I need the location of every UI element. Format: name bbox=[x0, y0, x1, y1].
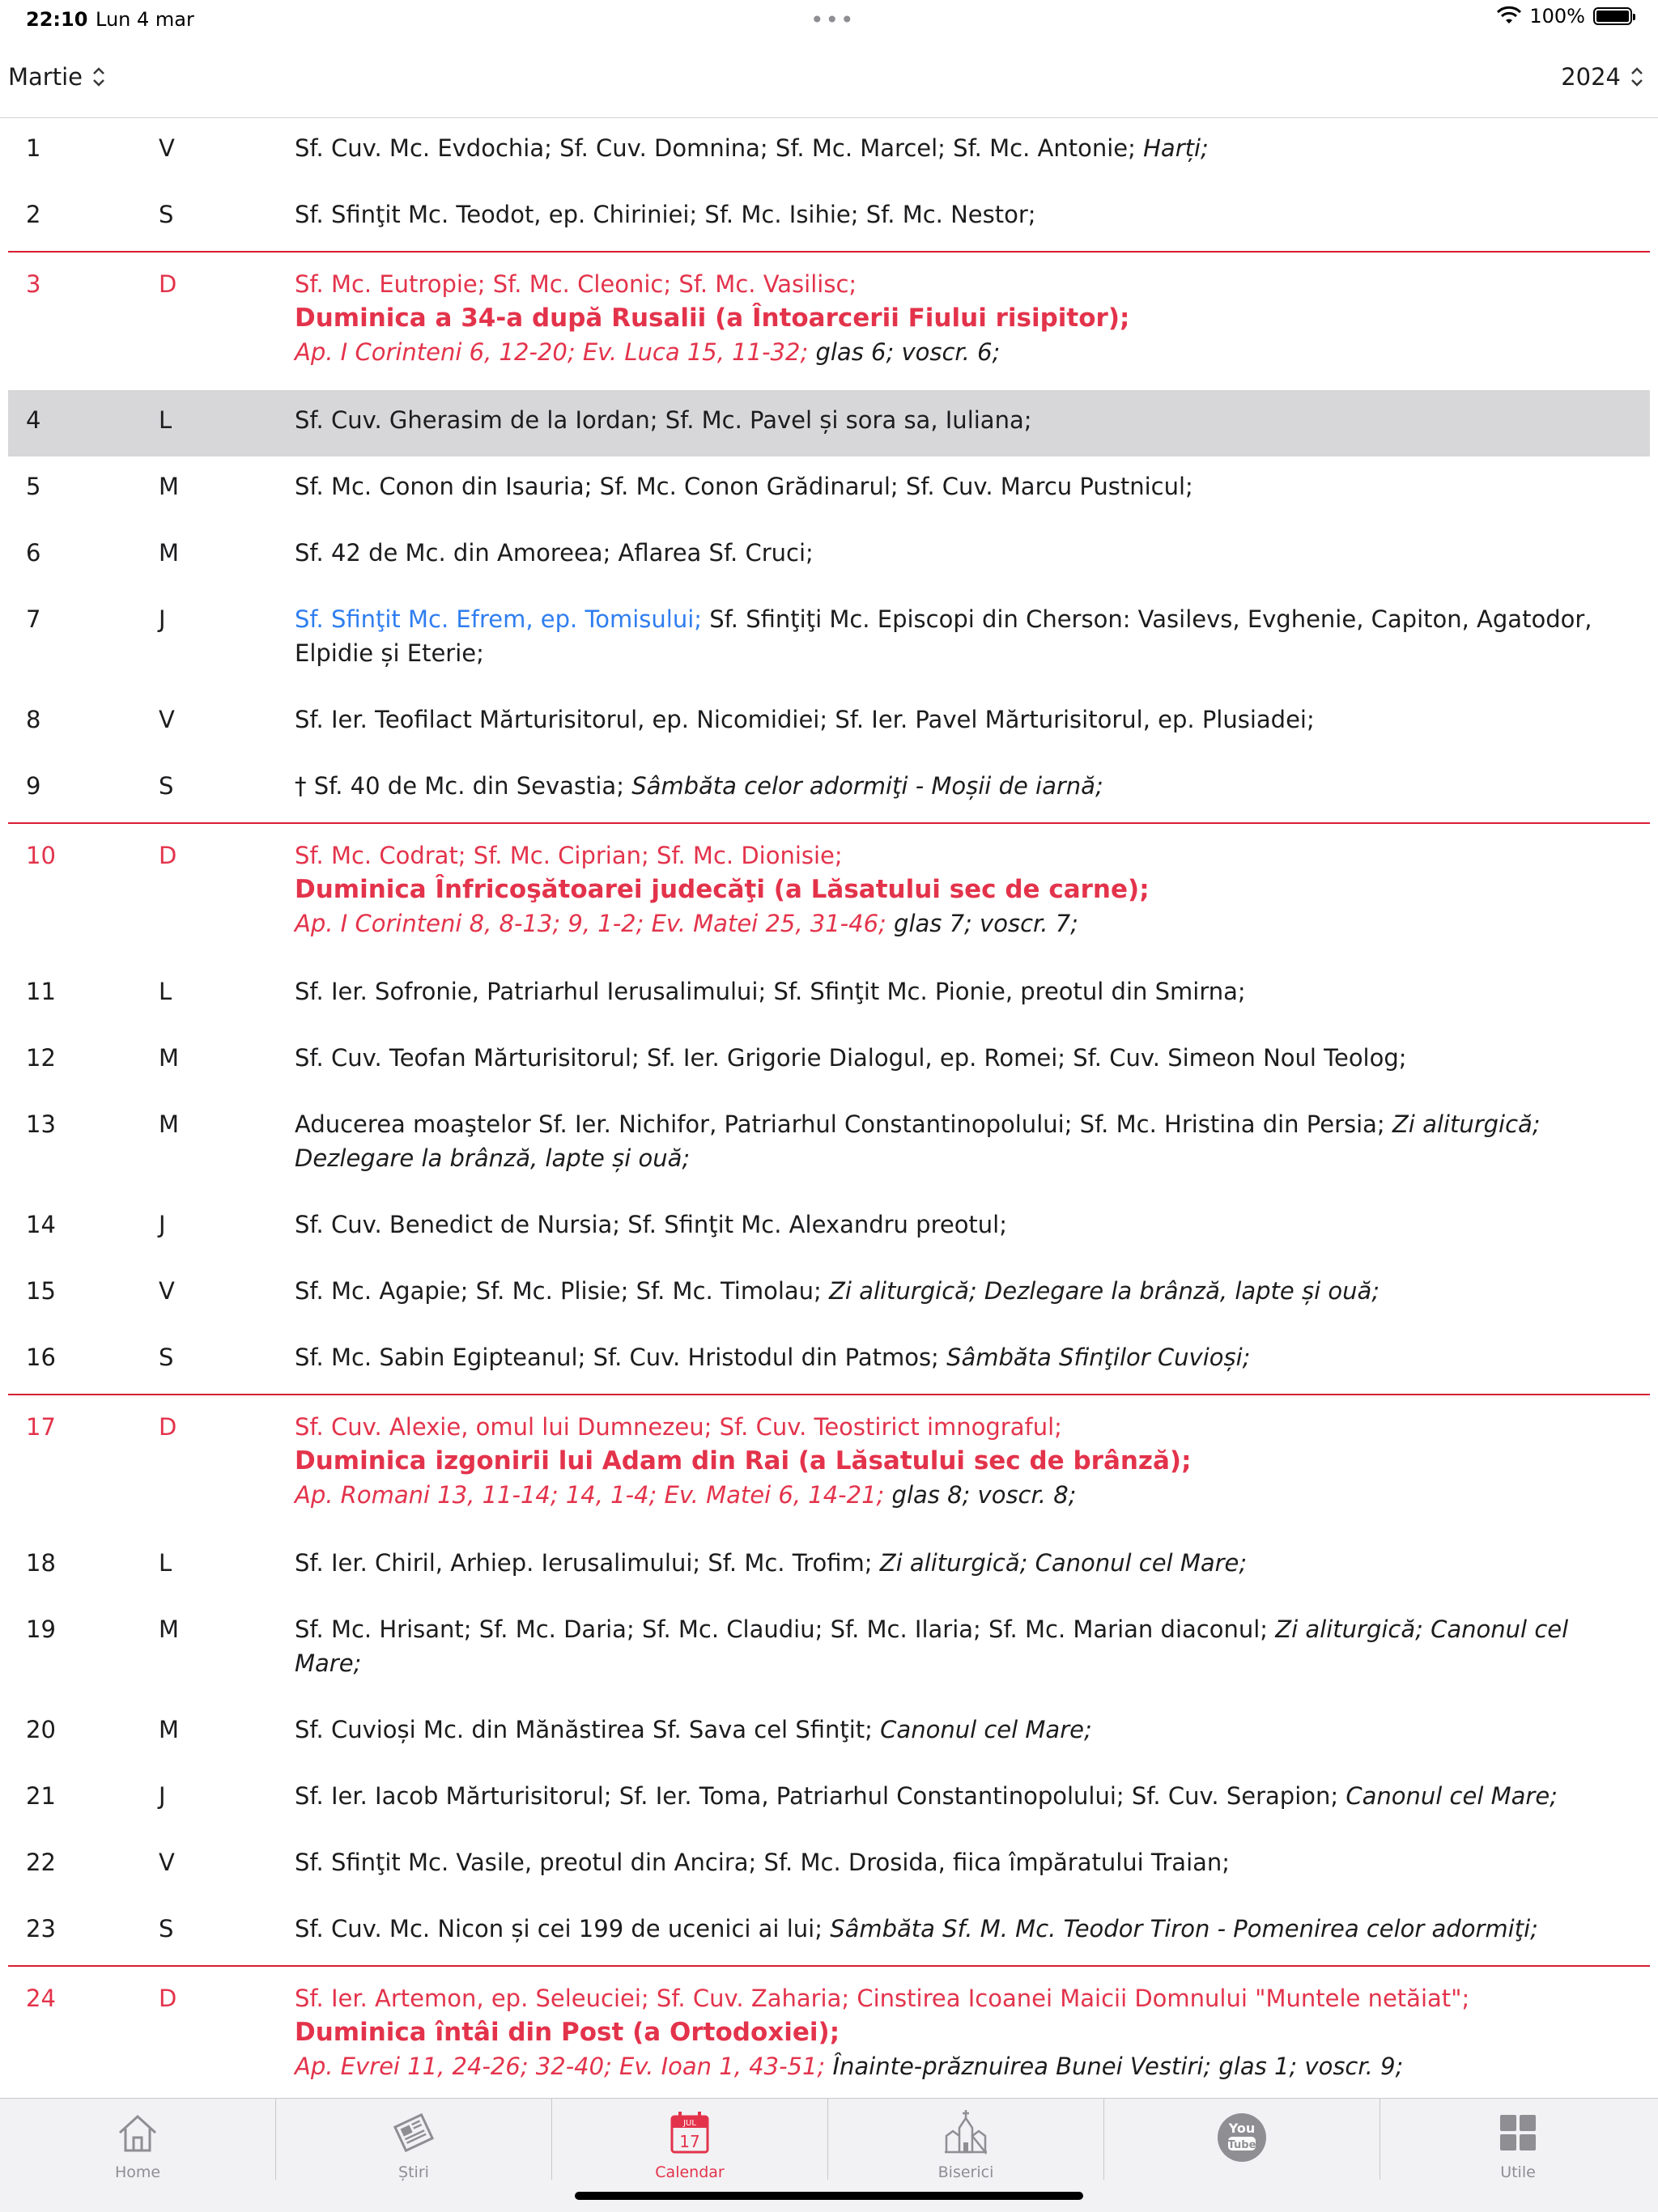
weekday-letter: J bbox=[159, 1782, 166, 1810]
day-number: 19 bbox=[26, 1615, 56, 1643]
saints-text: Sf. Mc. Hrisant; Sf. Mc. Daria; Sf. Mc. Claudiu; Sf. Mc. Ilaria; Sf. Mc. Marian diaconul; bbox=[295, 1615, 1269, 1643]
calendar-row[interactable] bbox=[8, 118, 1650, 185]
weekday-letter: M bbox=[159, 1110, 180, 1138]
sunday-title: Duminica a 34-a după Rusalii (a Întoarcerii Fiului risipitor); bbox=[295, 304, 1130, 333]
multitasking-dots-icon[interactable]: ••• bbox=[810, 6, 856, 33]
note-text: Canonul cel Mare; bbox=[880, 1716, 1092, 1743]
saints-text: Sf. Cuvioși Mc. din Mănăstirea Sf. Sava cel Sfinţit; bbox=[295, 1716, 873, 1743]
saints-text: Sf. Cuv. Gherasim de la Iordan; Sf. Mc. Pavel și sora sa, Iuliana; bbox=[295, 406, 1032, 434]
weekday-letter: M bbox=[159, 539, 180, 567]
youtube-icon bbox=[1218, 2108, 1266, 2165]
calendar-row[interactable] bbox=[8, 1832, 1650, 1899]
note-text: Zi aliturgică; Canonul cel Mare; bbox=[879, 1549, 1248, 1577]
saints-text: Sf. Ier. Sofronie, Patriarhul Ierusalimului; Sf. Sfinţit Mc. Pionie, preotul din Smirna; bbox=[295, 978, 1246, 1005]
weekday-letter: S bbox=[159, 1344, 174, 1371]
day-number: 1 bbox=[26, 134, 41, 162]
church-icon bbox=[942, 2108, 990, 2157]
calendar-row[interactable] bbox=[8, 1599, 1650, 1700]
calendar-row[interactable] bbox=[8, 523, 1650, 589]
calendar-row[interactable] bbox=[8, 962, 1650, 1028]
day-number: 23 bbox=[26, 1915, 56, 1942]
day-number: 14 bbox=[26, 1211, 56, 1238]
tab-youtube[interactable] bbox=[1104, 2099, 1380, 2180]
day-number: 12 bbox=[26, 1044, 56, 1072]
note-text: Zi aliturgică; Canonul cel Mare; bbox=[295, 1615, 1569, 1677]
tab-home[interactable] bbox=[0, 2099, 275, 2180]
weekday-letter: V bbox=[159, 706, 175, 733]
note-text: Zi aliturgică; Dezlegare la brânză, lapte și ouă; bbox=[829, 1277, 1380, 1305]
status-time: 22:10 bbox=[26, 8, 88, 31]
weekday-letter: J bbox=[159, 1211, 166, 1238]
day-number: 10 bbox=[26, 842, 56, 869]
day-number: 6 bbox=[26, 539, 41, 567]
saints-text: Sf. 42 de Mc. din Amoreea; Aflarea Sf. Cruci; bbox=[295, 539, 814, 567]
weekday-letter: D bbox=[159, 1985, 177, 2012]
day-number: 11 bbox=[26, 978, 56, 1005]
glas-text: glas 7; voscr. 7; bbox=[894, 910, 1078, 937]
glas-text: glas 8; voscr. 8; bbox=[891, 1481, 1077, 1509]
local-saint-link[interactable]: Sf. Sfinţit Mc. Efrem, ep. Tomisului; bbox=[295, 605, 703, 633]
day-number: 5 bbox=[26, 473, 41, 500]
year-label: 2024 bbox=[1561, 63, 1621, 91]
glas-text: Înainte-prăznuirea Bunei Vestiri; glas 1; voscr. 9; bbox=[832, 2053, 1404, 2080]
month-label: Martie bbox=[8, 63, 83, 91]
sunday-title: Duminica întâi din Post (a Ortodoxiei); bbox=[295, 2018, 840, 2047]
readings-text: Ap. Romani 13, 11-14; 14, 1-4; Ev. Matei 6, 14-21; bbox=[295, 1481, 885, 1509]
weekday-letter: L bbox=[159, 1549, 172, 1577]
calendar-row[interactable] bbox=[8, 1766, 1650, 1832]
tab-label: Biserici bbox=[937, 2163, 994, 2181]
glas-text: glas 6; voscr. 6; bbox=[815, 338, 1001, 366]
saints-text: Sf. Ier. Chiril, Arhiep. Ierusalimului; Sf. Mc. Trofim; bbox=[295, 1549, 873, 1577]
calendar-row-sunday[interactable] bbox=[8, 822, 1650, 962]
calendar-row[interactable] bbox=[8, 1094, 1650, 1195]
tab-label: Știri bbox=[398, 2163, 429, 2181]
year-picker[interactable] bbox=[1561, 63, 1645, 91]
calendar-row[interactable] bbox=[8, 185, 1650, 251]
home-icon bbox=[113, 2108, 162, 2157]
weekday-letter: M bbox=[159, 473, 180, 500]
calendar-row[interactable] bbox=[8, 1261, 1650, 1327]
calendar-row[interactable] bbox=[8, 456, 1650, 523]
calendar-header bbox=[0, 39, 1658, 118]
chevron-updown-icon bbox=[91, 65, 107, 89]
readings-text: Ap. I Corinteni 6, 12-20; Ev. Luca 15, 11-32; bbox=[295, 338, 809, 366]
saints-text: Sf. Mc. Conon din Isauria; Sf. Mc. Conon Grădinarul; Sf. Cuv. Marcu Pustnicul; bbox=[295, 473, 1193, 500]
calendar-list[interactable] bbox=[0, 118, 1658, 2098]
saints-text: Sf. Mc. Eutropie; Sf. Mc. Cleonic; Sf. Mc. Vasilisc; bbox=[295, 270, 857, 298]
saints-text: Sf. Sfinţit Mc. Teodot, ep. Chiriniei; Sf. Mc. Isihie; Sf. Mc. Nestor; bbox=[295, 201, 1036, 228]
calendar-row[interactable] bbox=[8, 1700, 1650, 1766]
day-number: 9 bbox=[26, 772, 41, 800]
status-date: Lun 4 mar bbox=[96, 8, 194, 31]
saints-text: Sf. Sfinţit Mc. Vasile, preotul din Ancira; Sf. Mc. Drosida, fiica împăratului Traian; bbox=[295, 1849, 1231, 1876]
calendar-row[interactable] bbox=[8, 1533, 1650, 1599]
calendar-row[interactable] bbox=[8, 1028, 1650, 1094]
day-number: 15 bbox=[26, 1277, 56, 1305]
weekday-letter: D bbox=[159, 270, 177, 298]
calendar-icon bbox=[665, 2108, 714, 2157]
calendar-icon-day: 17 bbox=[679, 2132, 700, 2151]
calendar-row-sunday[interactable] bbox=[8, 1394, 1650, 1533]
grid-icon bbox=[1494, 2108, 1542, 2157]
tab-label: Calendar bbox=[655, 2163, 725, 2181]
day-number: 24 bbox=[26, 1985, 56, 2012]
weekday-letter: D bbox=[159, 1413, 177, 1441]
calendar-row[interactable] bbox=[8, 1327, 1650, 1394]
weekday-letter: M bbox=[159, 1716, 180, 1743]
weekday-letter: V bbox=[159, 1849, 175, 1876]
note-text: Harți; bbox=[1143, 134, 1209, 162]
weekday-letter: D bbox=[159, 842, 177, 869]
weekday-letter: S bbox=[159, 772, 174, 800]
weekday-letter: S bbox=[159, 201, 174, 228]
weekday-letter: L bbox=[159, 978, 172, 1005]
status-bar bbox=[0, 0, 1658, 39]
calendar-row[interactable] bbox=[8, 1899, 1650, 1965]
weekday-letter: S bbox=[159, 1915, 174, 1942]
saints-text: Sf. Mc. Codrat; Sf. Mc. Ciprian; Sf. Mc. Dionisie; bbox=[295, 842, 843, 869]
weekday-letter: M bbox=[159, 1044, 180, 1072]
note-text: Zi aliturgică; Dezlegare la brânză, lapte și ouă; bbox=[295, 1110, 1541, 1172]
day-number: 20 bbox=[26, 1716, 56, 1743]
saints-text: Sf. Ier. Artemon, ep. Seleuciei; Sf. Cuv. Zaharia; Cinstirea Icoanei Maicii Domnului "Muntele netăiat"; bbox=[295, 1985, 1470, 2012]
battery-fill bbox=[1596, 11, 1629, 22]
day-number: 7 bbox=[26, 605, 41, 633]
saints-text: † Sf. 40 de Mc. din Sevastia; bbox=[295, 772, 624, 800]
newspaper-icon bbox=[389, 2108, 438, 2157]
battery-icon bbox=[1593, 7, 1632, 25]
saints-text: Sf. Cuv. Mc. Evdochia; Sf. Cuv. Domnina; Sf. Mc. Marcel; Sf. Mc. Antonie; bbox=[295, 134, 1136, 162]
saints-text: Sf. Sfinţiţi Mc. Episcopi din Cherson: Vasilevs, Evghenie, Capiton, Agatodor, Elpidie și Eterie; bbox=[295, 605, 1592, 667]
saints-text: Aducerea moaştelor Sf. Ier. Nichifor, Patriarhul Constantinopolului; Sf. Mc. Hristina din Persia; bbox=[295, 1110, 1385, 1138]
calendar-row[interactable] bbox=[8, 690, 1650, 756]
saints-text: Sf. Cuv. Alexie, omul lui Dumnezeu; Sf. Cuv. Teostirict imnograful; bbox=[295, 1413, 1062, 1441]
day-number: 22 bbox=[26, 1849, 56, 1876]
note-text: Sâmbăta Sfinţilor Cuvioși; bbox=[946, 1344, 1251, 1371]
weekday-letter: J bbox=[159, 605, 166, 633]
calendar-row[interactable] bbox=[8, 589, 1650, 690]
youtube-icon-bottom: Tube bbox=[1227, 2139, 1256, 2151]
calendar-row-sunday[interactable] bbox=[8, 251, 1650, 390]
weekday-letter: V bbox=[159, 1277, 175, 1305]
note-text: Sâmbăta celor adormiţi - Moșii de iarnă; bbox=[631, 772, 1103, 800]
note-text: Canonul cel Mare; bbox=[1346, 1782, 1558, 1810]
day-number: 2 bbox=[26, 201, 41, 228]
calendar-row[interactable] bbox=[8, 756, 1650, 822]
day-number: 8 bbox=[26, 706, 41, 733]
sunday-title: Duminica izgonirii lui Adam din Rai (a Lăsatului sec de brânză); bbox=[295, 1446, 1192, 1475]
saints-text: Sf. Mc. Agapie; Sf. Mc. Plisie; Sf. Mc. Timolau; bbox=[295, 1277, 822, 1305]
calendar-row-sunday[interactable] bbox=[8, 1965, 1650, 2104]
day-number: 18 bbox=[26, 1549, 56, 1577]
note-text: Sâmbăta Sf. M. Mc. Teodor Tiron - Pomenirea celor adormiţi; bbox=[830, 1915, 1538, 1942]
tab-utile[interactable] bbox=[1380, 2099, 1656, 2180]
day-number: 21 bbox=[26, 1782, 56, 1810]
calendar-row[interactable] bbox=[8, 1195, 1650, 1261]
readings-text: Ap. I Corinteni 8, 8-13; 9, 1-2; Ev. Matei 25, 31-46; bbox=[295, 910, 886, 937]
tab-churches[interactable] bbox=[828, 2099, 1103, 2180]
tab-label: Utile bbox=[1500, 2163, 1536, 2181]
day-number: 17 bbox=[26, 1413, 56, 1441]
day-number: 3 bbox=[26, 270, 41, 298]
calendar-row-selected[interactable] bbox=[8, 390, 1650, 456]
youtube-icon-top: You bbox=[1228, 2121, 1256, 2136]
day-number: 4 bbox=[26, 406, 41, 434]
battery-percent: 100% bbox=[1529, 5, 1585, 28]
tab-news[interactable] bbox=[276, 2099, 551, 2180]
weekday-letter: V bbox=[159, 134, 175, 162]
saints-text: Sf. Ier. Iacob Mărturisitorul; Sf. Ier. Toma, Patriarhul Constantinopolului; Sf. Cuv. Serapion; bbox=[295, 1782, 1339, 1810]
wifi-icon bbox=[1497, 7, 1521, 25]
tab-calendar[interactable] bbox=[552, 2099, 827, 2180]
day-number: 16 bbox=[26, 1344, 56, 1371]
home-indicator[interactable] bbox=[575, 2192, 1083, 2200]
saints-text: Sf. Mc. Sabin Egipteanul; Sf. Cuv. Hristodul din Patmos; bbox=[295, 1344, 939, 1371]
saints-text: Sf. Cuv. Benedict de Nursia; Sf. Sfinţit Mc. Alexandru preotul; bbox=[295, 1211, 1008, 1238]
readings-text: Ap. Evrei 11, 24-26; 32-40; Ev. Ioan 1, 43-51; bbox=[295, 2053, 826, 2080]
calendar-icon-month: JUL bbox=[683, 2119, 696, 2128]
day-number: 13 bbox=[26, 1110, 56, 1138]
sunday-title: Duminica Înfricoşătoarei judecăţi (a Lăsatului sec de carne); bbox=[295, 875, 1150, 904]
tab-label: Home bbox=[114, 2163, 161, 2181]
saints-text: Sf. Ier. Teofilact Mărturisitorul, ep. Nicomidiei; Sf. Ier. Pavel Mărturisitorul, ep. Plusiadei; bbox=[295, 706, 1315, 733]
weekday-letter: M bbox=[159, 1615, 180, 1643]
saints-text: Sf. Cuv. Mc. Nicon și cei 199 de ucenici ai lui; bbox=[295, 1915, 823, 1942]
saints-text: Sf. Cuv. Teofan Mărturisitorul; Sf. Ier. Grigorie Dialogul, ep. Romei; Sf. Cuv. Simeon Noul Teolog; bbox=[295, 1044, 1407, 1072]
chevron-updown-icon bbox=[1629, 65, 1645, 89]
month-picker[interactable] bbox=[8, 63, 107, 91]
weekday-letter: L bbox=[159, 406, 172, 434]
